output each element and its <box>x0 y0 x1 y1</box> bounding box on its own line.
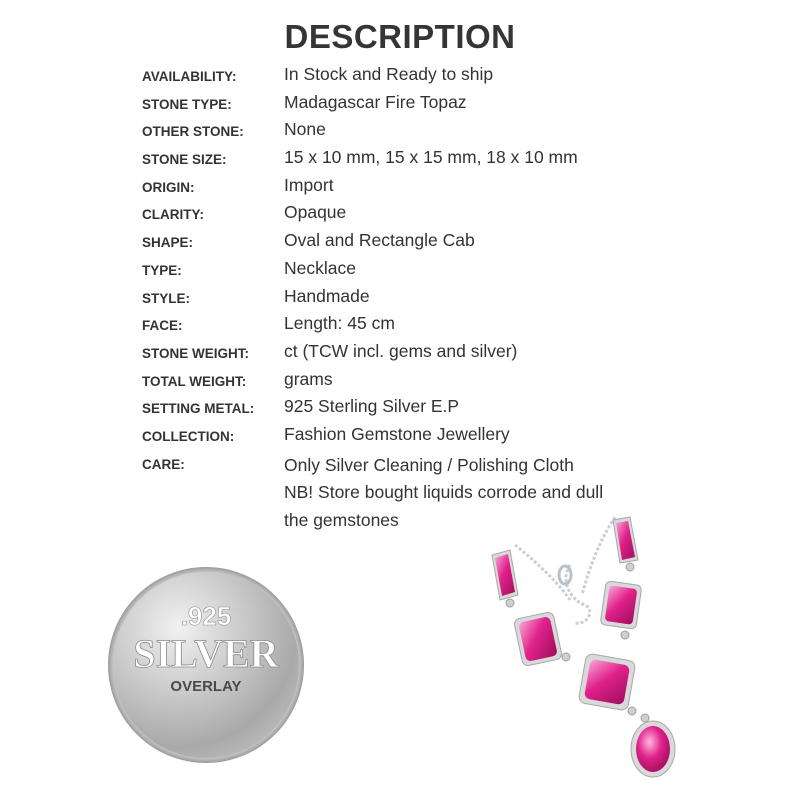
spec-label: STYLE: <box>142 290 191 306</box>
gem-stone <box>578 653 636 711</box>
spec-row-type <box>142 256 702 284</box>
seal-top-text: .925 <box>180 601 232 631</box>
spec-value: Length: 45 cm <box>284 313 395 334</box>
spec-value: None <box>284 119 326 140</box>
spec-row-style <box>142 284 702 312</box>
spec-label: TOTAL WEIGHT: <box>142 373 247 389</box>
seal-bottom-text: OVERLAY <box>170 678 242 695</box>
spec-label: TYPE: <box>142 262 182 278</box>
spec-row-availability <box>142 62 702 90</box>
spec-label: CARE: <box>142 456 185 472</box>
spec-row-setting-metal <box>142 394 702 422</box>
silver-overlay-seal <box>106 565 306 765</box>
spec-row-clarity <box>142 200 702 228</box>
spec-label: STONE TYPE: <box>142 96 232 112</box>
spec-row-face <box>142 311 702 339</box>
necklace-chain <box>515 517 615 623</box>
spec-label: SETTING METAL: <box>142 401 255 417</box>
spec-value: Import <box>284 174 334 195</box>
spec-value: Necklace <box>284 257 356 278</box>
spec-value: ct (TCW incl. gems and silver) <box>284 340 518 361</box>
spec-value: 15 x 10 mm, 15 x 15 mm, 18 x 10 mm <box>284 147 578 168</box>
page-title: DESCRIPTION <box>284 18 516 55</box>
spec-row-stone-weight <box>142 339 702 367</box>
spec-row-collection <box>142 422 702 450</box>
gem-stone <box>492 550 518 600</box>
spec-row-other-stone <box>142 117 702 145</box>
spec-row-stone-size <box>142 145 702 173</box>
spec-value: Oval and Rectangle Cab <box>284 230 475 251</box>
care-line: the gemstones <box>284 509 399 530</box>
spec-label: SHAPE: <box>142 235 194 251</box>
spec-value: Madagascar Fire Topaz <box>284 91 467 112</box>
seal-middle-text: SILVER <box>133 631 279 676</box>
gem-stone <box>513 611 562 666</box>
spec-list <box>142 62 702 534</box>
spec-value: In Stock and Ready to ship <box>284 64 494 84</box>
spec-label: STONE SIZE: <box>142 152 227 168</box>
spec-row-total-weight <box>142 367 702 395</box>
spec-label: FACE: <box>142 318 183 334</box>
spec-value: Opaque <box>284 202 347 223</box>
spec-label: ORIGIN: <box>142 179 195 195</box>
spec-value: grams <box>284 368 333 389</box>
spec-label: CLARITY: <box>142 207 204 223</box>
spec-label: AVAILABILITY: <box>142 69 237 84</box>
gem-stone <box>631 721 675 777</box>
spec-label: OTHER STONE: <box>142 124 244 140</box>
spec-row-shape <box>142 228 702 256</box>
spec-value: Handmade <box>284 285 370 306</box>
spec-value: Fashion Gemstone Jewellery <box>284 423 510 444</box>
necklace-photo <box>470 505 700 790</box>
gem-stone <box>613 517 638 563</box>
spec-row-origin <box>142 173 702 201</box>
gem-stone <box>600 581 642 630</box>
spec-label: STONE WEIGHT: <box>142 345 250 361</box>
spec-row-stone-type <box>142 90 702 118</box>
care-line: NB! Store bought liquids corrode and dull <box>284 482 604 503</box>
care-line: Only Silver Cleaning / Polishing Cloth <box>284 454 574 475</box>
spec-value: 925 Sterling Silver E.P <box>284 396 460 417</box>
spec-label: COLLECTION: <box>142 428 235 444</box>
